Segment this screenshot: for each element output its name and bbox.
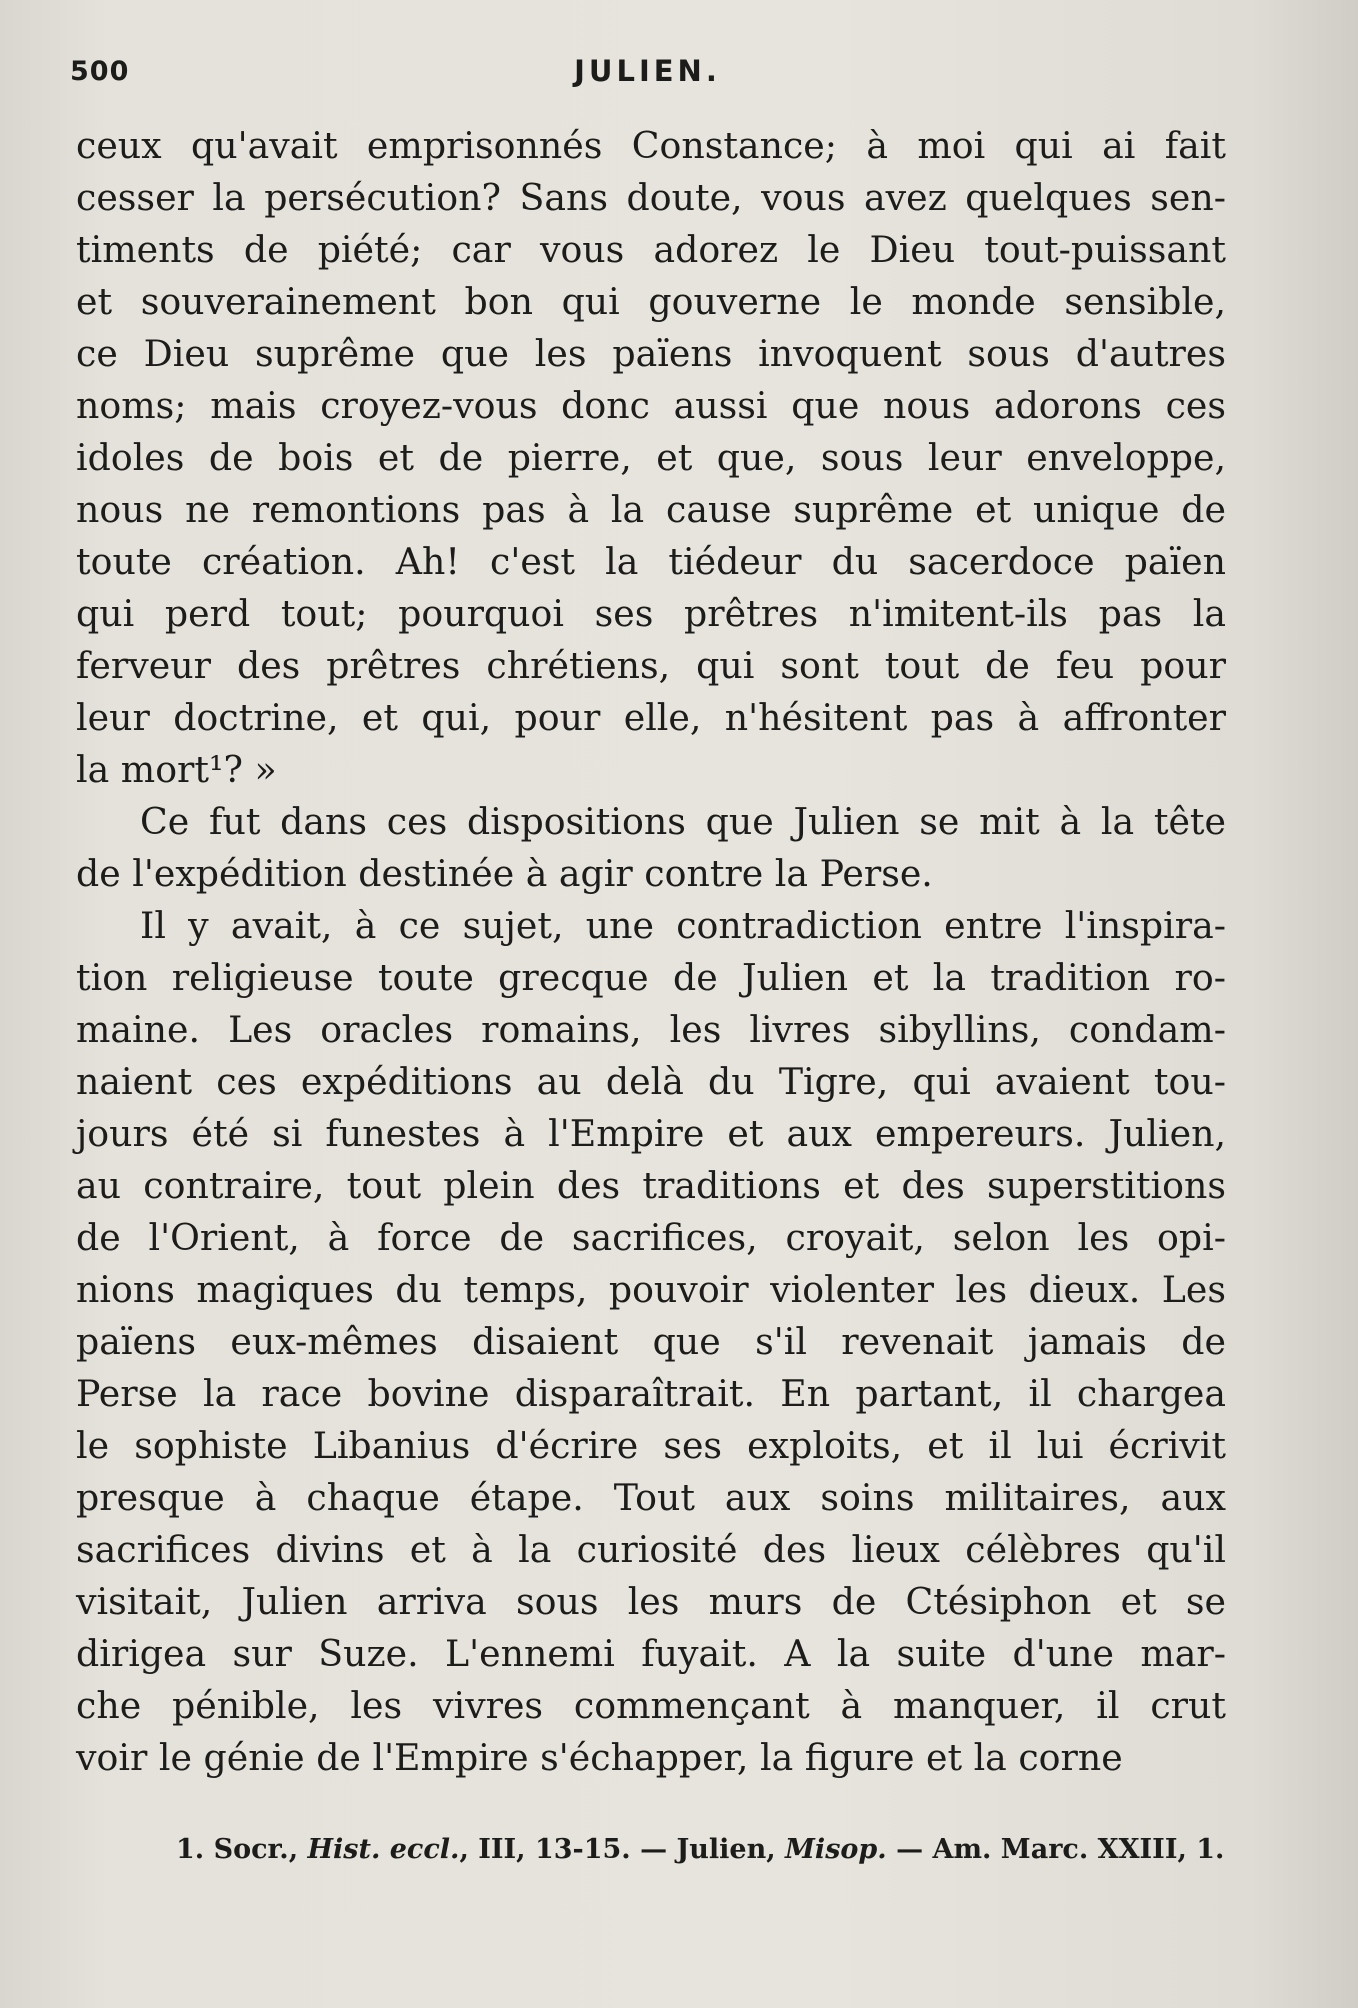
text-line: de l'Orient, à force de sacrifices, croyait, selon les opi- [76,1216,1226,1259]
page-number: 500 [70,56,130,87]
paragraph [76,796,1226,900]
text-line: dirigea sur Suze. L'ennemi fuyait. A la suite d'une mar- [76,1632,1226,1675]
footnote-marker: 1. [176,1834,205,1865]
text-line: leur doctrine, et qui, pour elle, n'hésitent pas à affronter [76,696,1226,739]
text-line: sacrifices divins et à la curiosité des lieux célèbres qu'il [76,1528,1226,1571]
page-header [70,50,1225,100]
running-head: JULIEN. [574,54,721,88]
footnote-source-1: Socr., [213,1834,299,1865]
text-line: ceux qu'avait emprisonnés Constance; à moi qui ai fait [76,124,1226,167]
text-line: ce Dieu suprême que les païens invoquent sous d'autres [76,332,1226,375]
text-line: tion religieuse toute grecque de Julien et la tradition ro- [76,956,1226,999]
text-line: Ce fut dans ces dispositions que Julien se mit à la tête [140,800,1226,843]
text-line: la mort¹? » [76,748,277,791]
text-line: naient ces expéditions au delà du Tigre, qui avaient tou- [76,1060,1226,1103]
text-line: timents de piété; car vous adorez le Dieu tout-puissant [76,228,1226,271]
text-line: voir le génie de l'Empire s'échapper, la figure et la corne [76,1736,1123,1779]
text-line: au contraire, tout plein des traditions et des superstitions [76,1164,1226,1207]
text-line: et souverainement bon qui gouverne le monde sensible, [76,280,1226,323]
text-line: noms; mais croyez-vous donc aussi que nous adorons ces [76,384,1226,427]
text-line: nous ne remontions pas à la cause suprême et unique de [76,488,1226,531]
text-line: toute création. Ah! c'est la tiédeur du sacerdoce païen [76,540,1226,583]
text-line: ferveur des prêtres chrétiens, qui sont tout de feu pour [76,644,1226,687]
text-line: nions magiques du temps, pouvoir violenter les dieux. Les [76,1268,1226,1311]
text-line: che pénible, les vivres commençant à manquer, il crut [76,1684,1226,1727]
text-line: Perse la race bovine disparaîtrait. En partant, il chargea [76,1372,1226,1415]
text-line: païens eux-mêmes disaient que s'il revenait jamais de [76,1320,1226,1363]
paragraph [76,900,1226,1784]
text-line: maine. Les oracles romains, les livres sibyllins, condam- [76,1008,1226,1051]
text-line: presque à chaque étape. Tout aux soins militaires, aux [76,1476,1226,1519]
footnote-reference-1: , III, 13-15. — Julien, [459,1834,776,1865]
text-line: idoles de bois et de pierre, et que, sous leur enveloppe, [76,436,1226,479]
text-line: Il y avait, à ce sujet, une contradiction entre l'inspira- [140,904,1226,947]
paragraph [76,120,1226,796]
footnote [176,1834,1246,1865]
text-line: jours été si funestes à l'Empire et aux empereurs. Julien, [76,1112,1226,1155]
text-line: visitait, Julien arriva sous les murs de Ctésiphon et se [76,1580,1226,1623]
footnote-work-title-2: Misop. [785,1834,887,1865]
body-text [76,120,1226,1784]
text-line: qui perd tout; pourquoi ses prêtres n'imitent-ils pas la [76,592,1226,635]
text-line: le sophiste Libanius d'écrire ses exploits, et il lui écrivit [76,1424,1226,1467]
footnote-work-title-1: Hist. eccl. [307,1834,460,1865]
text-line: de l'expédition destinée à agir contre la Perse. [76,852,933,895]
text-line: cesser la persécution? Sans doute, vous avez quelques sen- [76,176,1226,219]
footnote-reference-2: — Am. Marc. XXIII, 1. [896,1834,1225,1865]
